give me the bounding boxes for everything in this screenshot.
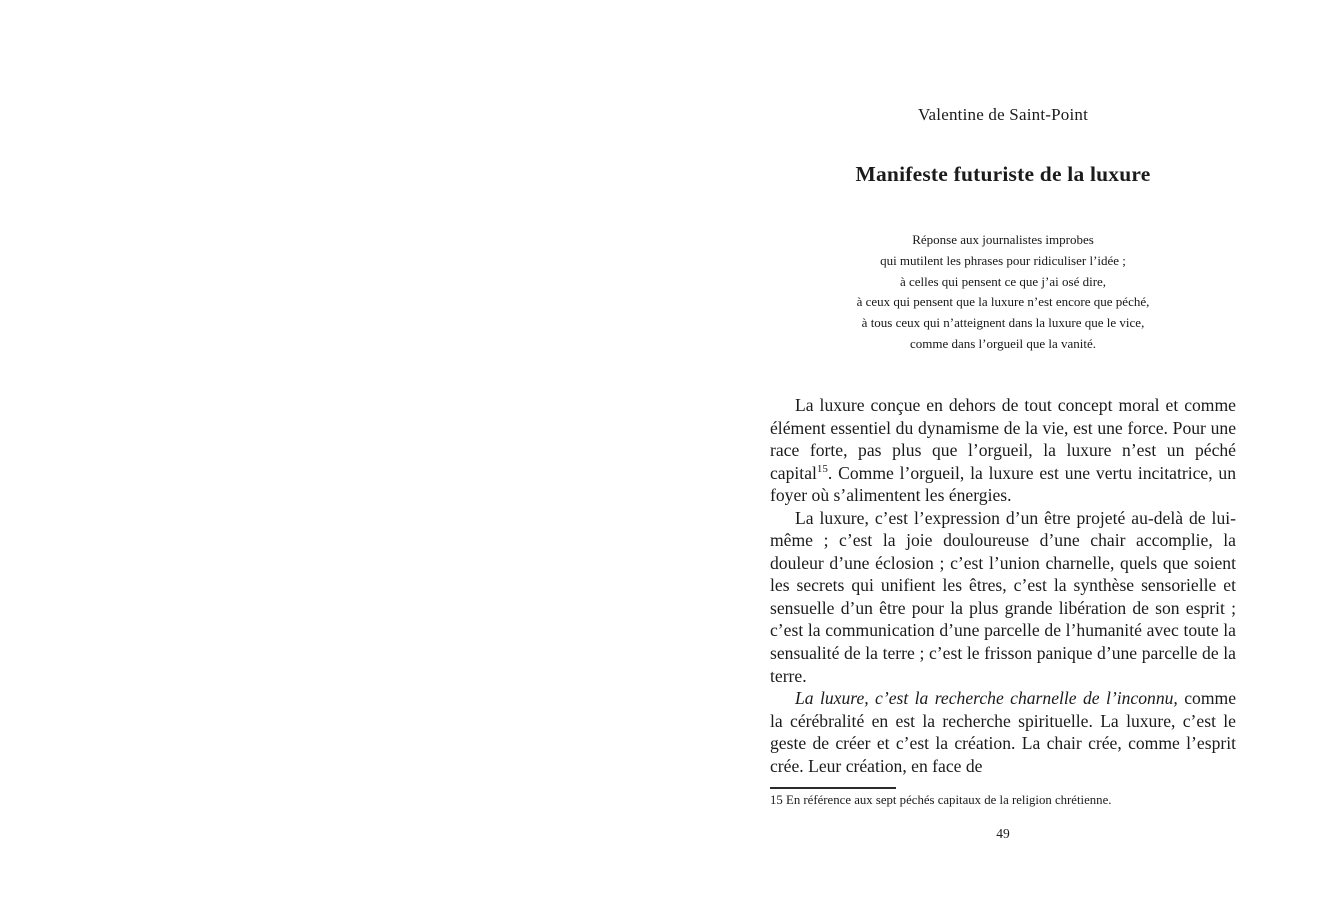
text-column	[770, 0, 1236, 903]
footnote: 15 En référence aux sept péchés capitaux de la religion chrétienne.	[770, 793, 1112, 807]
paragraph: La luxure, c’est l’expression d’un être projeté au-delà de lui-même ; c’est la joie douloureuse d’une chair accomplie, la douleur d’une éclosion ; c’est l’union charnelle, quels que soient les secrets qui unifient les êtres, c’est la synthèse sensorielle et sensuelle d’un être pour la plus grande libération de son esprit ; c’est la communication d’une parcelle de l’humanité avec toute la sensualité de la terre ; c’est le frisson panique d’une parcelle de la terre.	[770, 507, 1236, 686]
footnote-rule	[770, 787, 896, 789]
epigraph-line: Réponse aux journalistes improbes	[912, 232, 1094, 247]
epigraph-line: à tous ceux qui n’atteignent dans la luxure que le vice,	[861, 315, 1145, 331]
epigraph-line: à celles qui pensent ce que j’ai osé dire,	[899, 273, 1107, 289]
paragraph: La luxure, c’est la recherche charnelle de l’inconnu, comme la cérébralité en est la recherche spirituelle. La luxure, c’est le geste de créer et c’est la création. La chair crée, comme l’esprit crée. Leur création, en face de	[770, 688, 1237, 776]
paragraph: La luxure conçue en dehors de tout concept moral et comme élément essentiel du dynamisme de la vie, est une force. Pour une race forte, pas plus que l’orgueil, la luxure n’est un péché capital$^{15}$. Comme l’orgueil, la luxure est une vertu incitatrice, un foyer où s’alimentent les énergies.	[770, 395, 1236, 506]
epigraph-line: qui mutilent les phrases pour ridiculiser l’idée ;	[880, 252, 1126, 268]
page-title: Manifeste futuriste de la luxure	[855, 162, 1151, 186]
epigraph-line: à ceux qui pensent que la luxure n’est encore que péché,	[856, 294, 1150, 310]
epigraph	[770, 230, 1236, 355]
epigraph-line: comme dans l’orgueil que la vanité.	[909, 335, 1097, 351]
body-text	[770, 394, 1236, 777]
page-number: 49	[996, 826, 1010, 841]
author-name: Valentine de Saint-Point	[917, 105, 1089, 124]
